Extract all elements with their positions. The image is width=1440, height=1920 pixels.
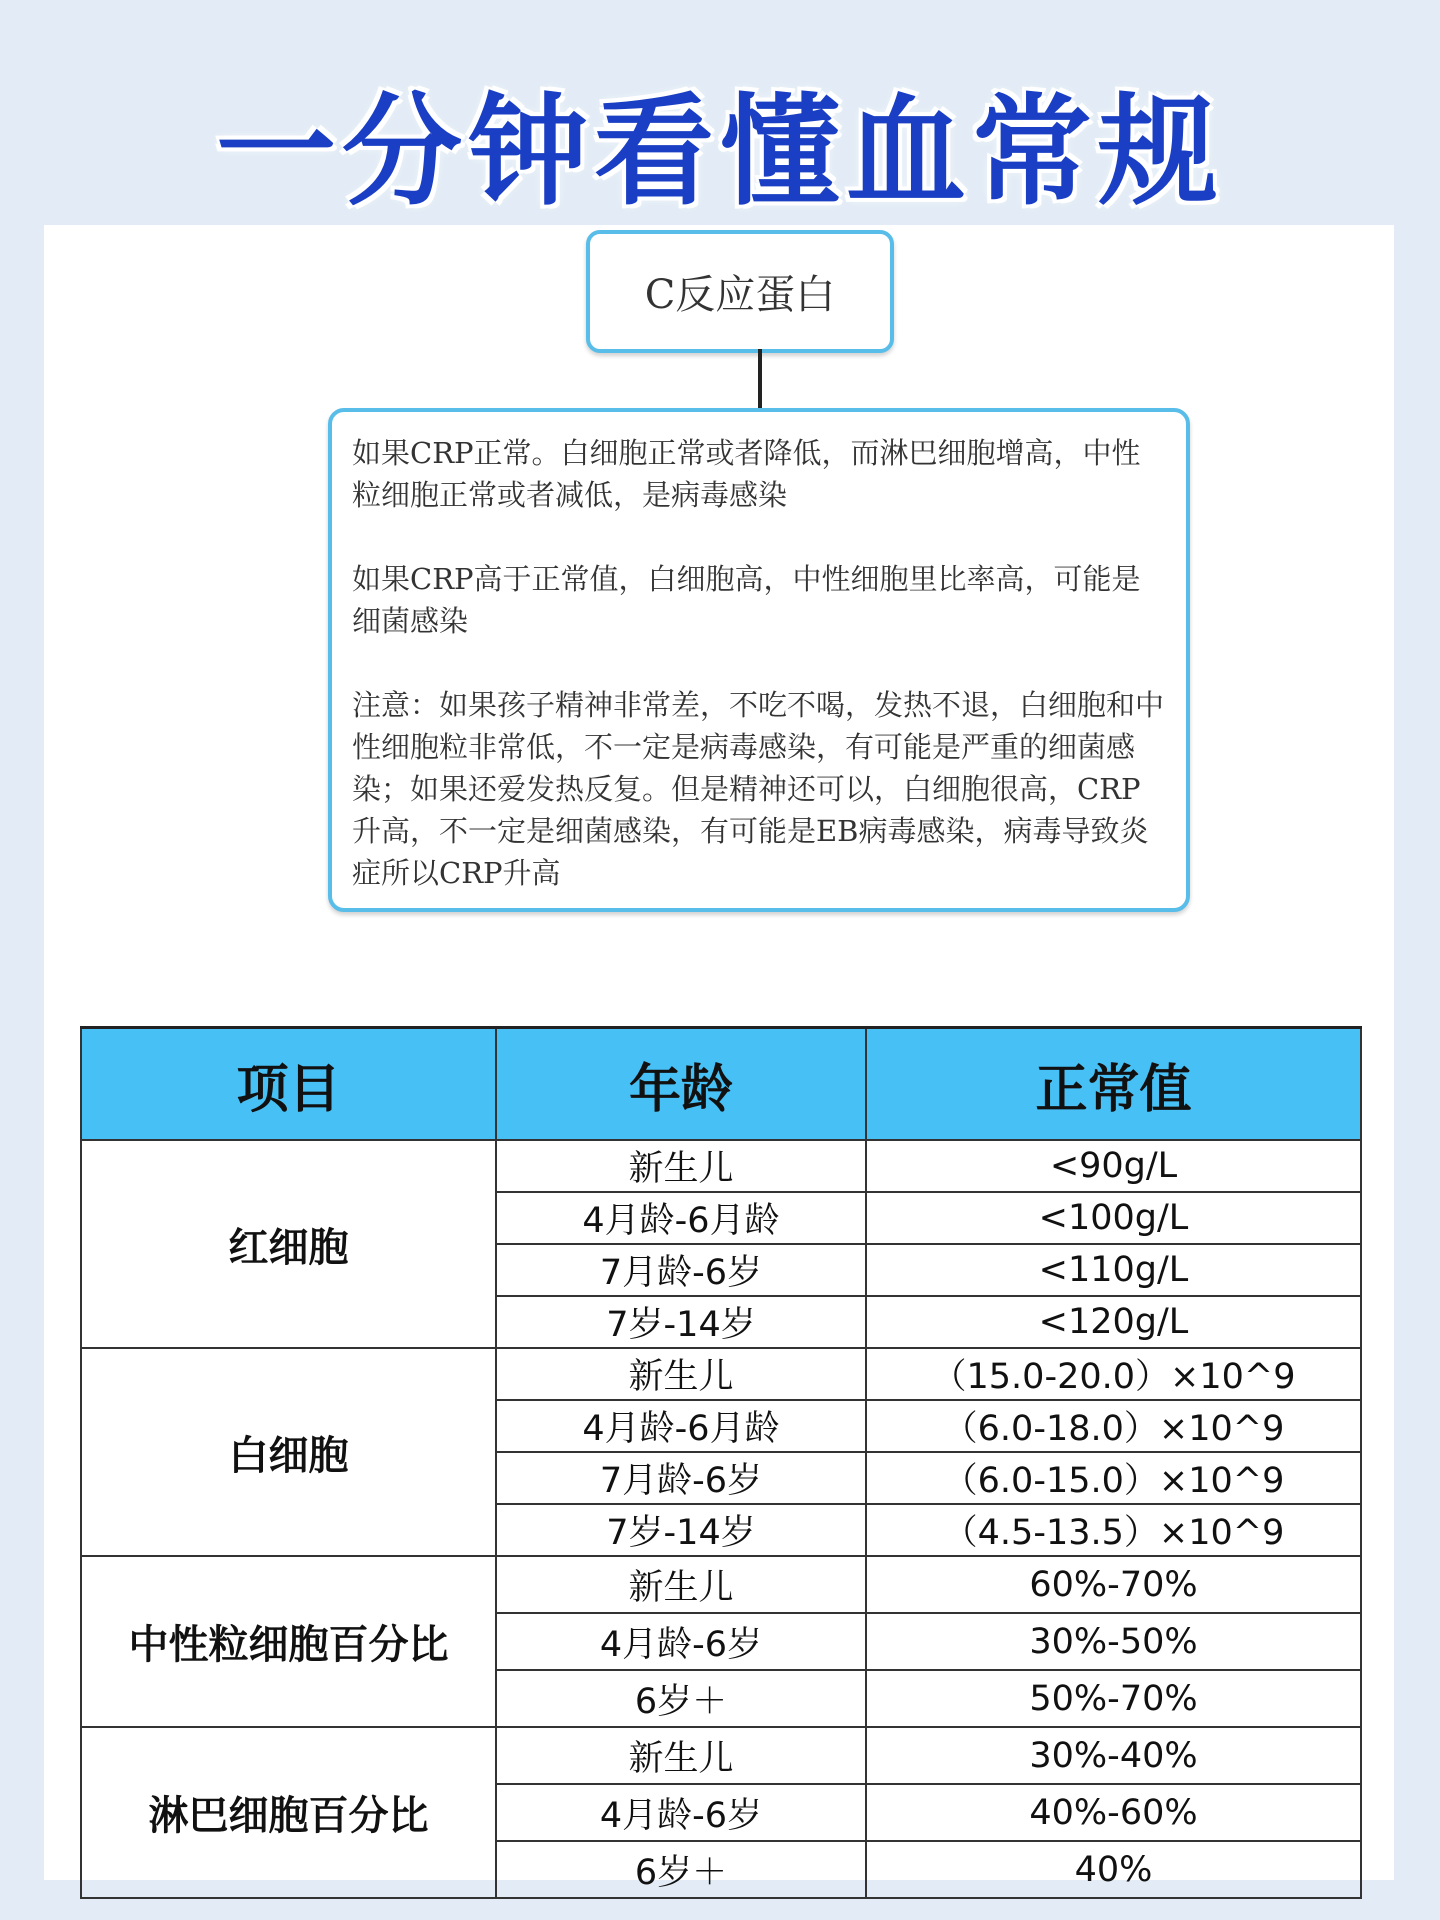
age-cell: 新生儿 bbox=[496, 1556, 866, 1613]
value-cell: （6.0-15.0）×10^9 bbox=[866, 1452, 1361, 1504]
value-cell: （6.0-18.0）×10^9 bbox=[866, 1400, 1361, 1452]
item-cell-neutrophil: 中性粒细胞百分比 bbox=[81, 1556, 496, 1727]
age-cell: 7月龄-6岁 bbox=[496, 1244, 866, 1296]
page-title: 一分钟看懂血常规 bbox=[216, 83, 1224, 222]
value-cell: <90g/L bbox=[866, 1140, 1361, 1192]
item-cell-lymphocyte: 淋巴细胞百分比 bbox=[81, 1727, 496, 1898]
age-cell: 6岁＋ bbox=[496, 1841, 866, 1898]
note-virus: 如果CRP正常。白细胞正常或者降低，而淋巴细胞增高，中性粒细胞正常或者减低，是病毒感染 bbox=[352, 436, 1141, 512]
table-row bbox=[81, 1727, 1361, 1784]
value-cell: <100g/L bbox=[866, 1192, 1361, 1244]
header-normal-value: 正常值 bbox=[866, 1028, 1361, 1141]
table-row bbox=[81, 1556, 1361, 1613]
age-cell: 4月龄-6月龄 bbox=[496, 1192, 866, 1244]
value-cell: <110g/L bbox=[866, 1244, 1361, 1296]
header-item: 项目 bbox=[81, 1028, 496, 1141]
age-cell: 7岁-14岁 bbox=[496, 1296, 866, 1348]
age-cell: 4月龄-6岁 bbox=[496, 1784, 866, 1841]
value-cell: 50%-70% bbox=[866, 1670, 1361, 1727]
value-cell: <120g/L bbox=[866, 1296, 1361, 1348]
table-header-row bbox=[81, 1028, 1361, 1141]
value-cell: 60%-70% bbox=[866, 1556, 1361, 1613]
note-caution: 注意：如果孩子精神非常差，不吃不喝，发热不退，白细胞和中性细胞粒非常低，不一定是病毒感染，有可能是严重的细菌感染；如果还爱发热反复。但是精神还可以，白细胞很高，CRP升高，不一定是细菌感染，有可能是EB病毒感染，病毒导致炎症所以CRP升高 bbox=[352, 688, 1165, 890]
crp-node: C反应蛋白 bbox=[586, 230, 894, 353]
age-cell: 7岁-14岁 bbox=[496, 1504, 866, 1556]
connector-line bbox=[758, 349, 762, 409]
age-cell: 新生儿 bbox=[496, 1348, 866, 1400]
note-bacteria: 如果CRP高于正常值，白细胞高，中性细胞里比率高，可能是细菌感染 bbox=[352, 562, 1141, 638]
age-cell: 4月龄-6岁 bbox=[496, 1613, 866, 1670]
age-cell: 6岁＋ bbox=[496, 1670, 866, 1727]
explanation-box bbox=[328, 408, 1190, 912]
age-cell: 7月龄-6岁 bbox=[496, 1452, 866, 1504]
reference-table bbox=[80, 1026, 1362, 1899]
age-cell: 新生儿 bbox=[496, 1140, 866, 1192]
item-cell-rbc: 红细胞 bbox=[81, 1140, 496, 1348]
header-age: 年龄 bbox=[496, 1028, 866, 1141]
item-cell-wbc: 白细胞 bbox=[81, 1348, 496, 1556]
table-row bbox=[81, 1348, 1361, 1400]
value-cell: 40% bbox=[866, 1841, 1361, 1898]
value-cell: 40%-60% bbox=[866, 1784, 1361, 1841]
age-cell: 4月龄-6月龄 bbox=[496, 1400, 866, 1452]
value-cell: 30%-40% bbox=[866, 1727, 1361, 1784]
age-cell: 新生儿 bbox=[496, 1727, 866, 1784]
table-row bbox=[81, 1140, 1361, 1192]
value-cell: （4.5-13.5）×10^9 bbox=[866, 1504, 1361, 1556]
value-cell: （15.0-20.0）×10^9 bbox=[866, 1348, 1361, 1400]
value-cell: 30%-50% bbox=[866, 1613, 1361, 1670]
